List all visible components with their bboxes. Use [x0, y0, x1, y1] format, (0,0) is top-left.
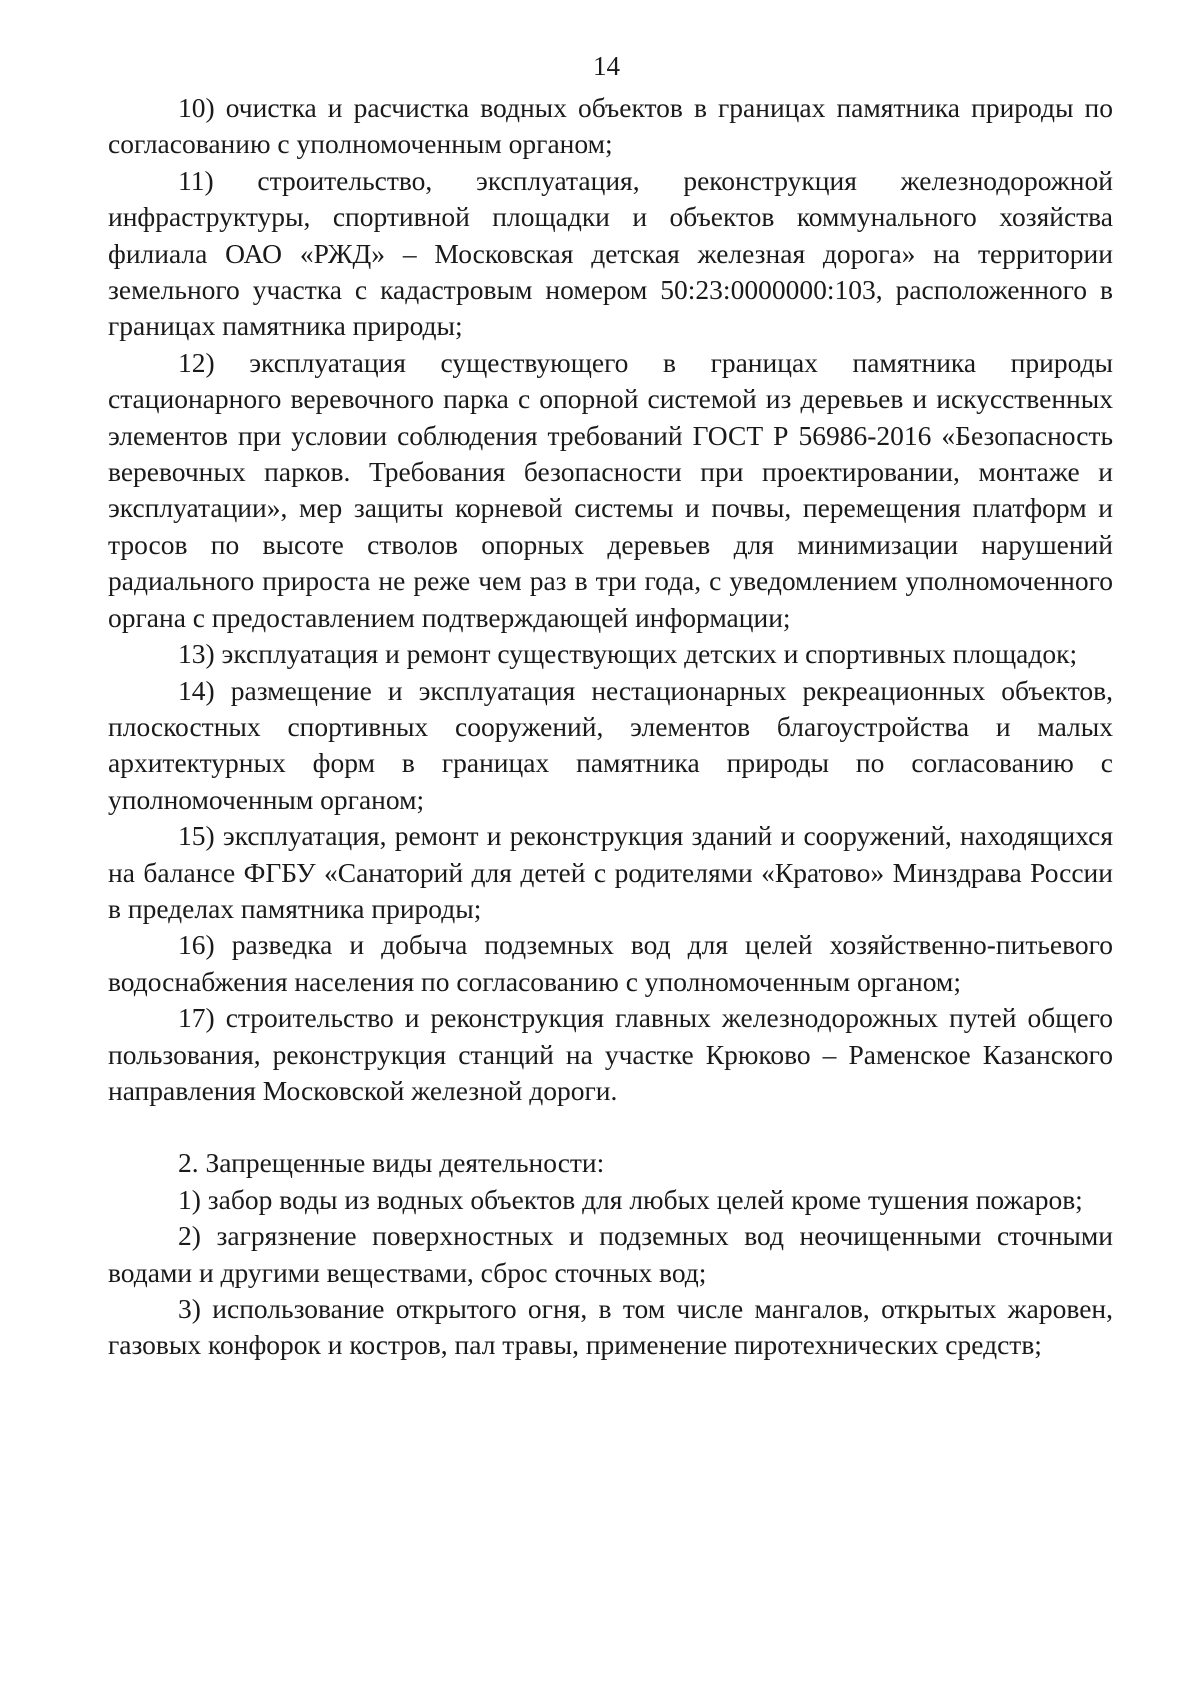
- list-item-13: [108, 636, 1113, 672]
- item-label: 3): [178, 1293, 201, 1324]
- list-item-11: [108, 163, 1113, 345]
- item-text: эксплуатация, ремонт и реконструкция зданий и сооружений, находящихся на балансе ФГБУ «Санаторий для детей с родителями «Кратово» Минздрава России в пределах памятника природы;: [108, 820, 1113, 924]
- item-label: 10): [178, 92, 215, 123]
- item-text: эксплуатация существующего в границах памятника природы стационарного веревочного парка с опорной системой из деревьев и искусственных элементов при условии соблюдения требований ГОСТ Р 56986-2016 «Безопасность веревочных парков. Требования безопасности при проектировании, монтаже и эксплуатации», мер защиты корневой системы и почвы, перемещения платформ и тросов по высоте стволов опорных деревьев для минимизации нарушений радиального прироста не реже чем раз в три года, с уведомлением уполномоченного органа с предоставлением подтверждающей информации;: [108, 346, 1113, 633]
- item-label: 13): [178, 638, 215, 670]
- list-item-16: [108, 927, 1113, 1000]
- prohibited-item-3: [108, 1291, 1113, 1364]
- item-text: очистка и расчистка водных объектов в границах памятника природы по согласованию с уполномоченным органом;: [108, 92, 1114, 160]
- item-text: использование открытого огня, в том числе мангалов, открытых жаровен, газовых конфорок и костров, пал травы, применение пиротехнических средств;: [108, 1293, 1114, 1361]
- item-label: 14): [178, 674, 215, 706]
- item-label: 16): [178, 929, 215, 961]
- list-item-14: [108, 673, 1113, 819]
- list-item-12: [108, 345, 1113, 636]
- item-text: забор воды из водных объектов для любых целей кроме тушения пожаров;: [207, 1183, 1083, 1215]
- list-item-15: [108, 818, 1113, 927]
- item-label: 11): [178, 164, 214, 196]
- document-body: [108, 90, 1113, 1364]
- item-text: эксплуатация и ремонт существующих детских и спортивных площадок;: [221, 638, 1078, 670]
- section-heading-prohibited: 2. Запрещенные виды деятельности:: [178, 1147, 605, 1179]
- item-text: разведка и добыча подземных вод для целей хозяйственно-питьевого водоснабжения населения по согласованию с уполномоченным органом;: [108, 929, 1114, 997]
- item-text: строительство и реконструкция главных железнодорожных путей общего пользования, реконструкция станций на участке Крюково – Раменское Казанского направления Московской железной дороги.: [108, 1002, 1113, 1106]
- item-text: загрязнение поверхностных и подземных вод неочищенными сточными водами и другими веществами, сброс сточных вод;: [108, 1220, 1114, 1288]
- page-number: 14: [593, 51, 620, 81]
- item-label: 1): [178, 1183, 201, 1215]
- item-label: 17): [178, 1002, 215, 1034]
- prohibited-item-1: [108, 1182, 1113, 1218]
- item-label: 15): [178, 820, 215, 852]
- list-item-17: [108, 1000, 1113, 1109]
- item-text: размещение и эксплуатация нестационарных рекреационных объектов, плоскостных спортивных сооружений, элементов благоустройства и малых архитектурных форм в границах памятника природы по согласованию с уполномоченным органом;: [108, 674, 1114, 815]
- item-label: 12): [178, 346, 215, 378]
- item-text: строительство, эксплуатация, реконструкция железнодорожной инфраструктуры, спортивной площадки и объектов коммунального хозяйства филиала ОАО «РЖД» – Московская детская железная дорога» на территории земельного участка с кадастровым номером 50:23:0000000:103, расположенного в границах памятника природы;: [108, 164, 1113, 342]
- prohibited-item-2: [108, 1218, 1113, 1291]
- item-label: 2): [178, 1220, 201, 1252]
- list-item-10: [108, 90, 1113, 163]
